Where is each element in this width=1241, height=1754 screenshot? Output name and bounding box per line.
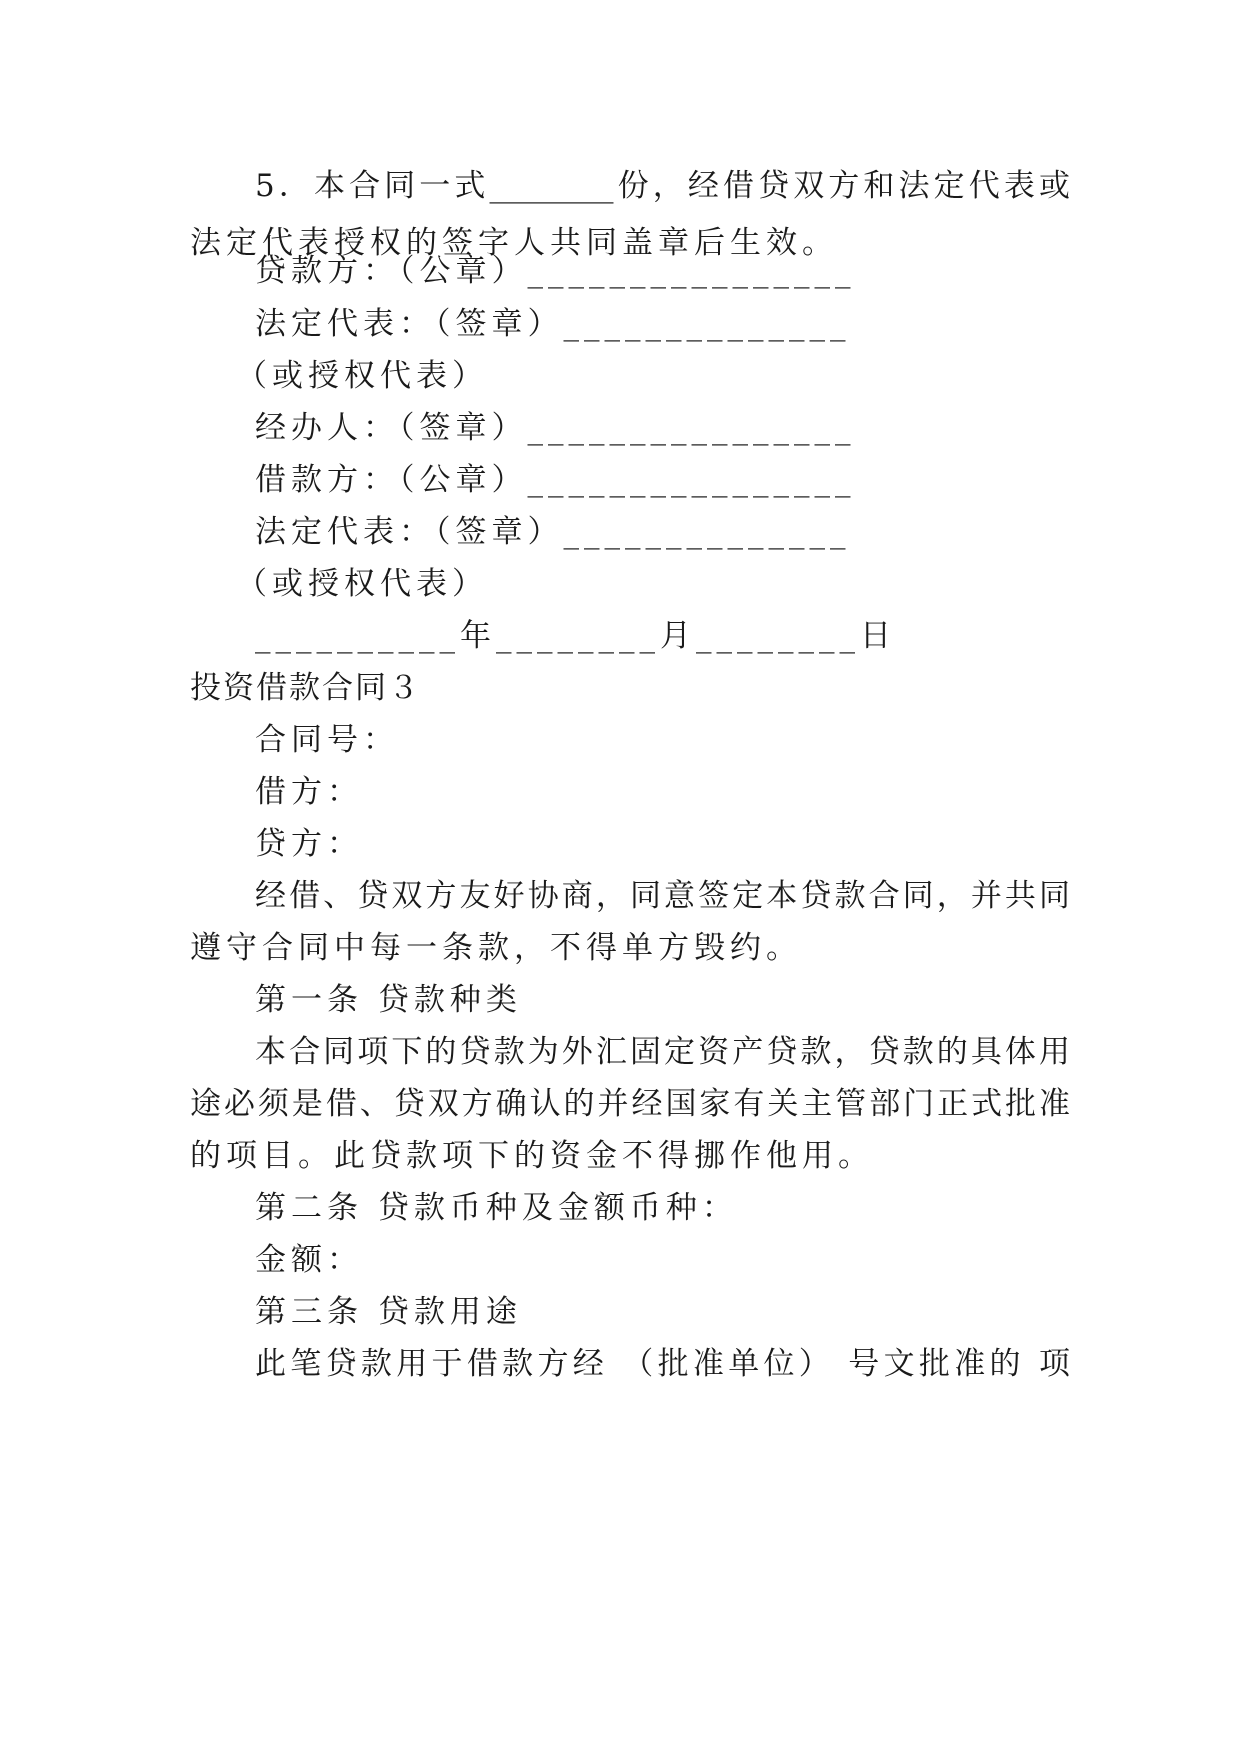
signature-borrower-seal: 借款方：（公章）________________ [255,462,856,498]
contract-3-title: 投资借款合同３ [190,670,421,706]
signature-borrower-authorized-rep: （或授权代表） [236,566,488,602]
preamble-line-1: 经借、贷双方友好协商，同意签定本贷款合同，并共同 [255,878,1070,914]
preamble-line-2: 遵守合同中每一条款，不得单方毁约。 [190,930,802,966]
contract-number-label: 合同号： [255,722,399,758]
clause-5-line-2: 法定代表授权的签字人共同盖章后生效。 [190,225,838,261]
article-3-line-1: 此笔贷款用于借款方经 （批准单位） 号文批准的 项 [255,1346,1070,1382]
clause-5-line-1: 5．本合同一式________份，经借贷双方和法定代表或 [255,168,1070,204]
lender-label: 贷方： [255,826,363,862]
borrower-label: 借方： [255,774,363,810]
article-2-heading: 第二条 贷款币种及金额币种： [255,1190,738,1226]
signature-lender-seal: 贷款方：（公章）________________ [255,253,856,289]
signature-lender-authorized-rep: （或授权代表） [236,358,488,394]
article-2-amount: 金额： [255,1242,363,1278]
article-1-line-3: 的项目。此贷款项下的资金不得挪作他用。 [190,1138,874,1174]
signature-handler: 经办人：（签章）________________ [255,410,856,446]
signature-borrower-legal-rep: 法定代表：（签章）______________ [255,514,851,550]
article-1-line-2: 途必须是借、贷双方确认的并经国家有关主管部门正式批准 [190,1086,1070,1122]
article-3-heading: 第三条 贷款用途 [255,1294,522,1330]
signature-date: __________年________月________日 [255,618,896,654]
signature-lender-legal-rep: 法定代表：（签章）______________ [255,306,851,342]
article-1-line-1: 本合同项下的贷款为外汇固定资产贷款，贷款的具体用 [255,1034,1070,1070]
article-1-heading: 第一条 贷款种类 [255,982,522,1018]
